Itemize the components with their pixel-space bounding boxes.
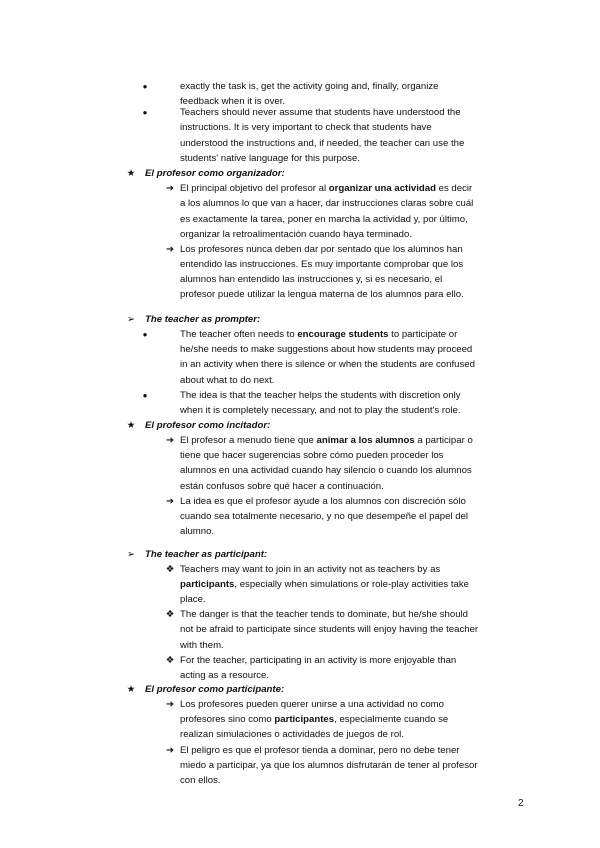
- list-item-line: [180, 509, 468, 524]
- text-run: instructions. It is very important to check that students have: [180, 122, 432, 133]
- text-run: Teachers should never assume that students have understood the: [180, 107, 461, 118]
- list-item-line: [180, 79, 438, 94]
- list-item-line: [180, 388, 461, 403]
- star-bullet-icon: ★: [126, 684, 136, 695]
- text-run: For the teacher, participating in an activity is more enjoyable than: [180, 655, 457, 666]
- list-item-line: [180, 727, 404, 742]
- text-run: a los alumnos lo que van a hacer, dar instrucciones claras sobre cuál: [180, 198, 474, 209]
- text-run: students' native language for this purpose.: [180, 153, 360, 164]
- list-item-line: [180, 494, 466, 509]
- text-run: cuando sea totalmente necesario, y no que desempeñe el papel del: [180, 511, 469, 522]
- text-run: El peligro es que el profesor tienda a dominar, pero no debe tener: [180, 745, 460, 756]
- text-run: El principal objetivo del profesor al: [180, 183, 329, 194]
- text-run: acting as a resource.: [180, 670, 270, 681]
- section-heading: El profesor como incitador:: [145, 420, 271, 431]
- text-run: to participate or: [388, 329, 458, 340]
- section-heading: The teacher as prompter:: [145, 314, 261, 325]
- text-run: La idea es que el profesor ayude a los alumnos con discreción sólo: [180, 496, 466, 507]
- list-item-line: [180, 136, 464, 151]
- list-item-line: [180, 653, 456, 668]
- arrowhead-bullet-icon: ➢: [126, 314, 136, 325]
- section-heading: El profesor como participante:: [145, 684, 285, 695]
- bold-term: organizar una actividad: [328, 183, 436, 194]
- arrow-bullet-icon: ➔: [165, 435, 175, 446]
- text-run: Los profesores pueden querer unirse a una actividad no como: [180, 699, 444, 710]
- text-run: feedback when it is over.: [180, 96, 286, 107]
- text-run: , especialmente cuando se: [334, 714, 449, 725]
- list-item-line: [180, 712, 448, 727]
- text-run: Los profesores nunca deben dar por sentado que los alumnos han: [180, 244, 463, 255]
- dot-bullet-icon: ●: [142, 330, 148, 339]
- text-run: es exactamente la tarea, poner en marcha la actividad y, por último,: [180, 214, 468, 225]
- arrow-bullet-icon: ➔: [165, 244, 175, 255]
- list-item-line: [180, 479, 384, 494]
- text-run: Teachers may want to join in an activity not as teachers by as: [180, 564, 441, 575]
- list-item-line: [180, 638, 224, 653]
- list-item-line: [180, 151, 360, 166]
- arrow-bullet-icon: ➔: [165, 496, 175, 507]
- list-item-line: [180, 577, 469, 592]
- text-run: understood the instructions and, if needed, the teacher can use the: [180, 138, 465, 149]
- text-run: exactly the task is, get the activity going and, finally, organize: [180, 81, 439, 92]
- list-item-line: [180, 758, 478, 773]
- list-item-line: [180, 342, 472, 357]
- text-run: miedo a participar, ya que los alumnos disfrutarán de tener al profesor: [180, 760, 478, 771]
- list-item-line: [180, 287, 464, 302]
- list-item-line: [180, 242, 463, 257]
- text-run: alumnos han entendido las instrucciones y, si es necesario, el: [180, 274, 443, 285]
- text-run: alumno.: [180, 526, 215, 537]
- dot-bullet-icon: ●: [142, 391, 148, 400]
- bold-term: participants: [180, 579, 235, 590]
- text-run: not be afraid to participate since students will enjoy having the teacher: [180, 624, 479, 635]
- list-item-line: [180, 403, 461, 418]
- list-item-line: [180, 463, 472, 478]
- list-item-line: [180, 743, 459, 758]
- text-run: están confusos sobre qué hacer a continuación.: [180, 481, 384, 492]
- text-run: es decir: [435, 183, 473, 194]
- arrowhead-bullet-icon: ➢: [126, 549, 136, 560]
- list-item-line: [180, 357, 475, 372]
- list-item-line: [180, 120, 432, 135]
- text-run: a participar o: [414, 435, 473, 446]
- section-heading: El profesor como organizador:: [145, 168, 285, 179]
- diamond-bullet-icon: ❖: [165, 655, 175, 666]
- star-bullet-icon: ★: [126, 168, 136, 179]
- list-item-line: [180, 105, 461, 120]
- bold-term: participantes: [274, 714, 335, 725]
- text-run: con ellos.: [180, 775, 221, 786]
- text-run: when it is completely necessary, and not to play the student's role.: [180, 405, 461, 416]
- list-item-line: [180, 227, 412, 242]
- list-item-line: [180, 327, 457, 342]
- text-run: he/she needs to make suggestions about how students may proceed: [180, 344, 473, 355]
- list-item-line: [180, 181, 472, 196]
- arrow-bullet-icon: ➔: [165, 745, 175, 756]
- text-run: alumnos en una actividad cuando hay silencio o cuando los alumnos: [180, 465, 472, 476]
- list-item-line: [180, 607, 468, 622]
- list-item-line: [180, 373, 274, 388]
- list-item-line: [180, 257, 463, 272]
- text-run: with them.: [180, 640, 224, 651]
- text-run: , especially when simulations or role-play activities take: [234, 579, 470, 590]
- list-item-line: [180, 433, 473, 448]
- section-heading: The teacher as participant:: [145, 549, 268, 560]
- text-run: in an activity when there is silence or when the students are confused: [180, 359, 475, 370]
- text-run: The danger is that the teacher tends to dominate, but he/she should: [180, 609, 469, 620]
- text-run: The idea is that the teacher helps the students with discretion only: [180, 390, 461, 401]
- text-run: about what to do next.: [180, 375, 275, 386]
- text-run: profesores sino como: [180, 714, 275, 725]
- text-run: realizan simulaciones o actividades de juegos de rol.: [180, 729, 404, 740]
- text-run: profesor puede utilizar la lengua materna de los alumnos para ello.: [180, 289, 464, 300]
- list-item-line: [180, 272, 442, 287]
- list-item-line: [180, 592, 206, 607]
- text-run: tiene que hacer sugerencias sobre cómo pueden proceder los: [180, 450, 444, 461]
- list-item-line: [180, 524, 214, 539]
- text-run: The teacher often needs to: [180, 329, 298, 340]
- diamond-bullet-icon: ❖: [165, 609, 175, 620]
- bold-term: animar a los alumnos: [316, 435, 415, 446]
- diamond-bullet-icon: ❖: [165, 564, 175, 575]
- page-number: 2: [518, 798, 524, 809]
- list-item-line: [180, 622, 478, 637]
- list-item-line: [180, 562, 440, 577]
- dot-bullet-icon: ●: [142, 108, 148, 117]
- text-run: organizar la retroalimentación cuando haya terminado.: [180, 229, 412, 240]
- arrow-bullet-icon: ➔: [165, 183, 175, 194]
- list-item-line: [180, 212, 468, 227]
- list-item-line: [180, 773, 221, 788]
- dot-bullet-icon: ●: [142, 82, 148, 91]
- arrow-bullet-icon: ➔: [165, 699, 175, 710]
- list-item-line: [180, 697, 444, 712]
- text-run: place.: [180, 594, 206, 605]
- star-bullet-icon: ★: [126, 420, 136, 431]
- text-run: entendido las instrucciones. Es muy importante comprobar que los: [180, 259, 464, 270]
- bold-term: encourage students: [297, 329, 389, 340]
- list-item-line: [180, 448, 443, 463]
- list-item-line: [180, 668, 269, 683]
- list-item-line: [180, 196, 473, 211]
- text-run: El profesor a menudo tiene que: [180, 435, 317, 446]
